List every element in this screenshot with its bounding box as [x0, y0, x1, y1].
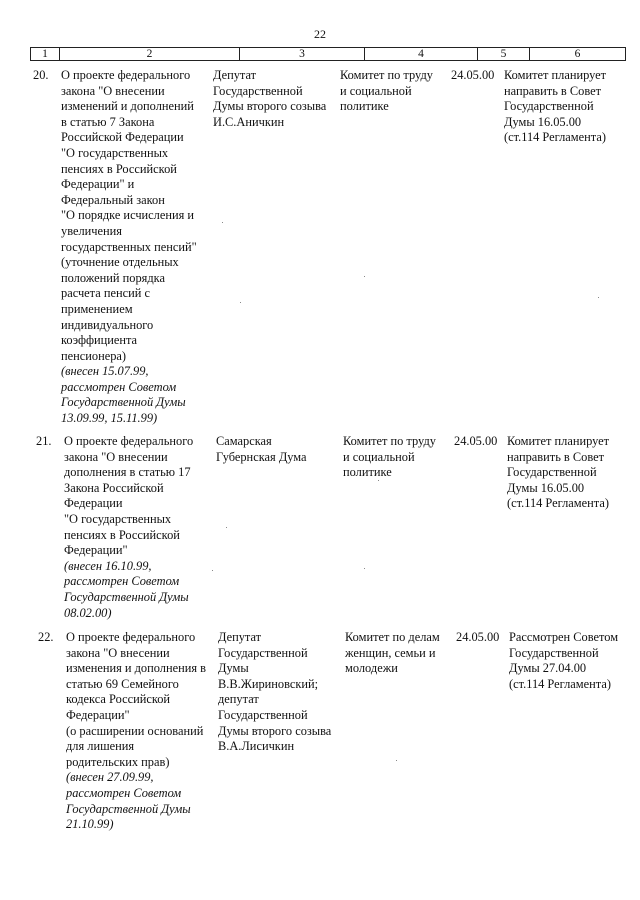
scan-speck [396, 760, 397, 761]
bill-note-line: 08.02.00) [64, 605, 112, 620]
initiator-line: В.А.Лисичкин [218, 739, 295, 754]
bill-title-line: дополнения в статью 17 [64, 465, 191, 480]
bill-note-line: рассмотрен Советом [64, 574, 180, 589]
scan-speck [364, 276, 365, 277]
committee-line: Комитет по труду [343, 434, 436, 448]
initiator-line: В.В.Жириновский; [218, 676, 319, 691]
status-line: Государственной [504, 99, 594, 114]
committee-line: женщин, семьи и [345, 645, 436, 660]
bill-note-line: Государственной Думы [66, 801, 191, 816]
bill-title-line: О проекте федерального [61, 68, 191, 82]
bill-title-line: родительских прав) [66, 754, 170, 769]
status-line: Комитет планирует [504, 68, 607, 82]
bill-title-line: применением [61, 301, 133, 316]
bill-title-line: (уточнение отдельных [61, 255, 179, 270]
bill-title-line: коэффициента [61, 333, 138, 348]
status-line: Государственной [507, 465, 597, 480]
bill-title-line: Закона Российской [64, 480, 164, 495]
bill-title-line: закона "О внесении [66, 645, 170, 660]
status-line: (ст.114 Регламента) [509, 676, 611, 691]
bill-note-line: Государственной Думы [61, 395, 186, 410]
initiator-line: Депутат [218, 630, 262, 644]
column-header-2: 2 [59, 48, 239, 60]
initiator [213, 68, 337, 130]
bill-note-line: 21.10.99) [66, 817, 114, 832]
scan-speck [240, 302, 241, 303]
status-line: (ст.114 Регламента) [507, 496, 609, 511]
bill-note-line: рассмотрен Советом [61, 379, 177, 394]
initiator-line: Государственной [218, 707, 308, 722]
committee [345, 630, 453, 677]
initiator-line: Государственной [213, 83, 303, 98]
committee-line: Комитет по труду [340, 68, 433, 82]
status-line: (ст.114 Регламента) [504, 130, 606, 145]
date: 24.05.00 [456, 630, 500, 644]
bill-title-line: кодекса Российской [66, 692, 171, 707]
bill-note [61, 364, 211, 426]
committee-line: политике [340, 99, 389, 114]
bill-title [66, 630, 216, 833]
bill-note-line: (внесен 16.10.99, [64, 558, 152, 573]
status [504, 68, 624, 146]
status [509, 630, 629, 692]
initiator-line: Государственной [218, 645, 308, 660]
status-line: Комитет планирует [507, 434, 610, 448]
bill-title-line: Российской Федерации [61, 130, 184, 145]
column-header-5: 5 [477, 48, 529, 60]
bill-title-line: (о расширении оснований [66, 723, 204, 738]
scan-speck [598, 297, 599, 298]
bill-title-line: расчета пенсий с [61, 286, 150, 301]
bill-title-line: О проекте федерального [64, 434, 194, 448]
committee [340, 68, 448, 115]
bill-title-line: положений порядка [61, 270, 165, 285]
status-line: направить в Совет [507, 449, 605, 464]
status-line: направить в Совет [504, 83, 602, 98]
initiator-line: Губернская Дума [216, 449, 307, 464]
bill-title-line: Федерации" [64, 543, 128, 558]
committee-line: и социальной [340, 83, 412, 98]
status-line: Рассмотрен Советом [509, 630, 619, 644]
initiator-line: депутат [218, 692, 259, 707]
bill-note [64, 559, 214, 621]
page-number: 22 [314, 27, 326, 41]
status-line: Государственной [509, 645, 599, 660]
bill-title-line: Федерации [64, 496, 123, 511]
bill-title-line: пенсиях в Российской [64, 527, 180, 542]
bill-title [61, 68, 211, 427]
scan-speck [226, 527, 227, 528]
column-header-6: 6 [529, 48, 625, 60]
column-header-row [30, 47, 626, 61]
bill-title-line: изменения и дополнения в [66, 661, 206, 676]
scan-speck [212, 570, 213, 571]
column-header-3: 3 [239, 48, 364, 60]
row-number: 20. [33, 68, 49, 82]
initiator [216, 434, 340, 465]
committee [343, 434, 451, 481]
committee-line: Комитет по делам [345, 630, 440, 644]
bill-title [64, 434, 214, 621]
date: 24.05.00 [454, 434, 498, 448]
committee-line: и социальной [343, 449, 415, 464]
initiator-line: Думы второго созыва [218, 723, 332, 738]
initiator-line: И.С.Аничкин [213, 114, 285, 129]
bill-title-line: государственных пенсий" [61, 239, 197, 254]
date: 24.05.00 [451, 68, 495, 82]
column-header-4: 4 [364, 48, 477, 60]
bill-note-line: Государственной Думы [64, 589, 189, 604]
bill-title-line: изменений и дополнений [61, 99, 194, 114]
bill-note-line: рассмотрен Советом [66, 785, 182, 800]
bill-title-line: "О порядке исчисления и [61, 208, 195, 223]
status-line: Думы 16.05.00 [507, 480, 585, 495]
bill-note-line: (внесен 15.07.99, [61, 364, 149, 379]
bill-title-line: О проекте федерального [66, 630, 196, 644]
row-number: 22. [38, 630, 54, 644]
initiator-line: Думы [218, 661, 249, 676]
status-line: Думы 27.04.00 [509, 661, 587, 676]
bill-note [66, 770, 216, 832]
bill-note-line: (внесен 27.09.99, [66, 770, 154, 785]
bill-title-line: закона "О внесении [64, 449, 168, 464]
bill-title-line: в статью 7 Закона [61, 114, 155, 129]
row-number: 21. [36, 434, 52, 448]
initiator [218, 630, 342, 755]
status [507, 434, 627, 512]
bill-title-line: Федерации" и [61, 177, 135, 192]
bill-title-line: "О государственных [64, 511, 172, 526]
bill-title-line: пенсионера) [61, 348, 127, 363]
scan-speck [378, 480, 379, 481]
bill-title-line: "О государственных [61, 145, 169, 160]
bill-title-line: пенсиях в Российской [61, 161, 177, 176]
initiator-line: Депутат [213, 68, 257, 82]
bill-note-line: 13.09.99, 15.11.99) [61, 411, 158, 426]
bill-title-line: закона "О внесении [61, 83, 165, 98]
status-line: Думы 16.05.00 [504, 114, 582, 129]
committee-line: политике [343, 465, 392, 480]
bill-title-line: увеличения [61, 223, 122, 238]
column-header-1: 1 [42, 48, 48, 60]
scan-speck [364, 568, 365, 569]
committee-line: молодежи [345, 661, 398, 676]
bill-title-line: статью 69 Семейного [66, 676, 179, 691]
bill-title-line: Федерации" [66, 707, 130, 722]
bill-title-line: Федеральный закон [61, 192, 165, 207]
initiator-line: Думы второго созыва [213, 99, 327, 114]
scan-speck [222, 222, 223, 223]
bill-title-line: индивидуального [61, 317, 154, 332]
bill-title-line: для лишения [66, 739, 135, 754]
initiator-line: Самарская [216, 434, 272, 448]
